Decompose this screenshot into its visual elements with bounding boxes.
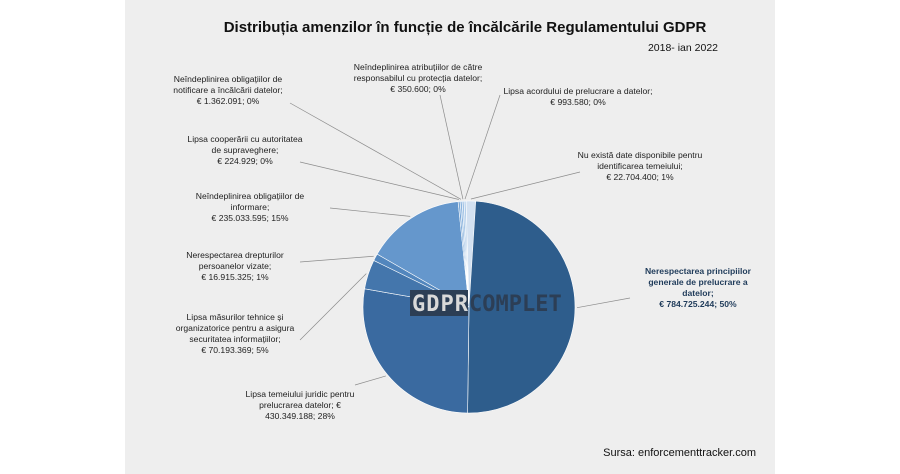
leader-line-0 (577, 298, 630, 308)
slice-label-7 (354, 62, 483, 94)
slice-label-line: Lipsa acordului de prelucrare a datelor; (503, 86, 653, 96)
slice-label-line: 430.349.188; 28% (265, 411, 335, 421)
slice-label-line: € 70.193.369; 5% (201, 345, 269, 355)
leader-line-7 (440, 95, 463, 199)
slice-label-line: generale de prelucrare a (648, 277, 748, 287)
leader-line-1 (355, 376, 386, 385)
slice-label-line: Lipsa cooperării cu autoritatea (187, 134, 303, 144)
slice-label-4 (196, 191, 305, 223)
slice-label-line: € 1.362.091; 0% (196, 96, 260, 106)
slice-label-line: Nerespectarea drepturilor (186, 250, 284, 260)
slice-label-6 (173, 74, 282, 106)
watermark-left: GDPR (412, 292, 469, 317)
slice-label-line: Lipsa temeiului juridic pentru (245, 389, 355, 399)
slice-label-0 (645, 266, 752, 309)
leader-line-9 (471, 172, 580, 199)
slice-label-line: € 784.725.244; 50% (659, 299, 737, 309)
chart-title: Distribuția amenzilor în funcție de încălcările Regulamentului GDPR (223, 19, 707, 36)
leader-line-6 (290, 103, 461, 199)
chart-source: Sursa: enforcementtracker.com (603, 447, 756, 459)
slice-label-line: persoanelor vizate; (198, 261, 272, 271)
leader-line-2 (300, 274, 366, 340)
slice-label-line: organizatorice pentru a asigura (175, 323, 295, 333)
slice-label-5 (187, 134, 302, 166)
leader-line-8 (465, 95, 500, 199)
slice-label-line: Lipsa măsurilor tehnice și (186, 312, 284, 322)
slice-label-line: Neîndeplinirea obligațiilor de (195, 191, 305, 201)
slice-label-line: datelor; (682, 288, 714, 298)
slice-label-line: Nu există date disponibile pentru (577, 150, 703, 160)
slice-label-line: informare; (230, 202, 270, 212)
slice-label-line: € 350.600; 0% (390, 84, 446, 94)
slice-label-line: € 16.915.325; 1% (201, 272, 269, 282)
watermark-right: COMPLET (469, 292, 562, 317)
slice-label-line: € 235.033.595; 15% (211, 213, 289, 223)
watermark (410, 290, 562, 317)
slice-label-line: de supraveghere; (211, 145, 279, 155)
leader-line-3 (300, 256, 374, 262)
leader-line-4 (330, 208, 410, 216)
slice-label-line: Nerespectarea principiilor (644, 266, 752, 276)
leader-line-5 (300, 162, 459, 199)
slice-label-2 (176, 312, 295, 355)
slice-label-1 (246, 389, 355, 421)
slice-label-line: € 22.704.400; 1% (606, 172, 674, 182)
slice-label-line: prelucrarea datelor; € (259, 400, 341, 410)
slice-label-3 (186, 250, 284, 282)
slice-label-line: notificare a încălcării datelor; (173, 85, 283, 95)
slice-label-line: € 224.929; 0% (217, 156, 273, 166)
slice-label-line: Neîndeplinirea atribuțiilor de către (353, 62, 483, 72)
slice-label-9 (578, 150, 703, 182)
slice-label-8 (503, 86, 652, 107)
slice-label-line: Neîndeplinirea obligațiilor de (173, 74, 283, 84)
chart-subtitle: 2018- ian 2022 (647, 42, 718, 54)
slice-label-line: € 993.580; 0% (550, 97, 606, 107)
slice-label-line: securitatea informațiilor; (189, 334, 281, 344)
slice-label-line: identificarea temeiului; (597, 161, 683, 171)
slice-label-line: responsabilul cu protecția datelor; (353, 73, 483, 83)
